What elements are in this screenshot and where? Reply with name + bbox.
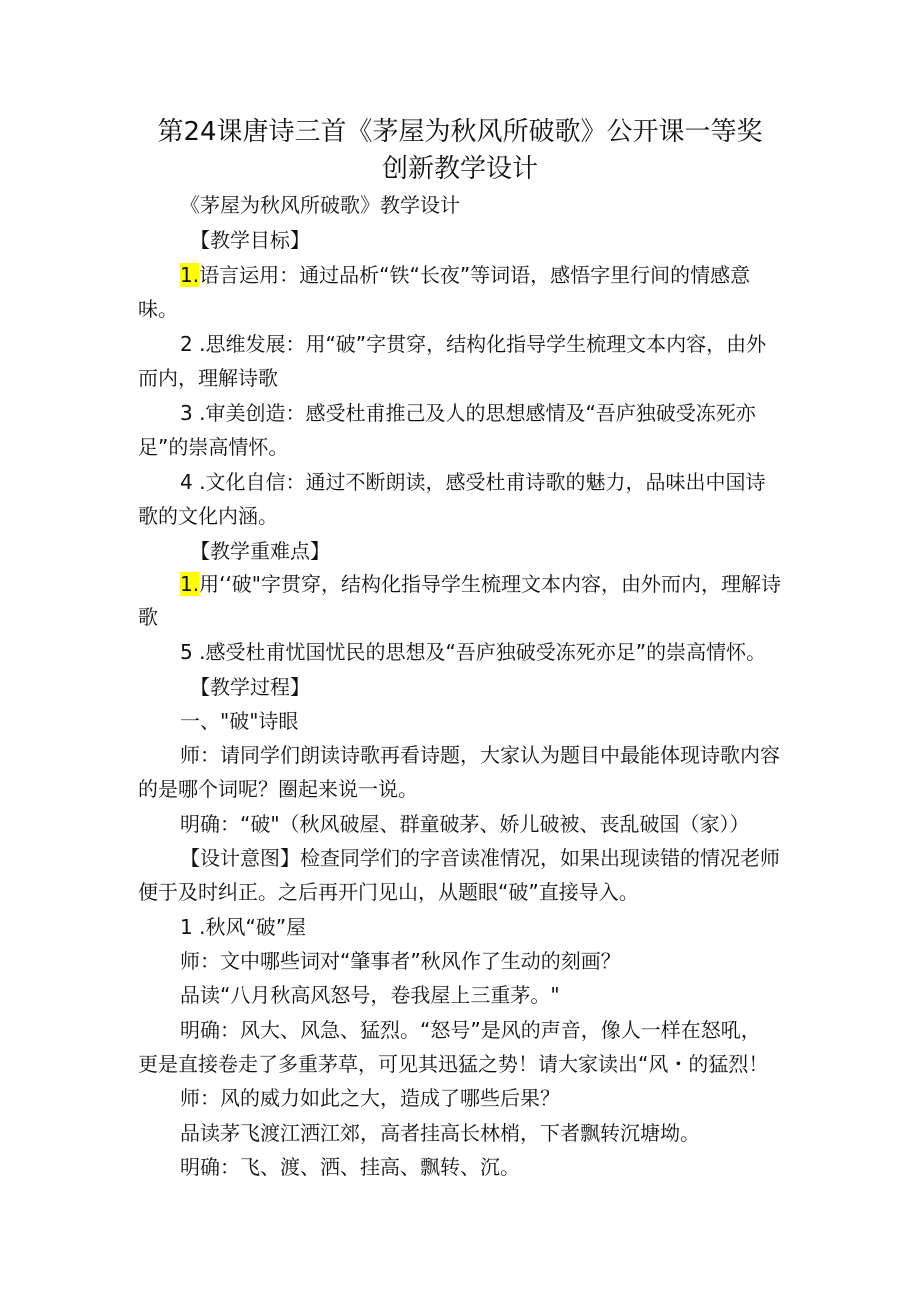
section-heading-process: 【教学过程】 (190, 675, 310, 699)
paragraph-line: 【设计意图】检查同学们的字音读准情况，如果出现读错的情况老师 (180, 846, 780, 870)
section-heading-objectives: 【教学目标】 (190, 228, 310, 252)
paragraph-line: 师：请同学们朗读诗歌再看诗题，大家认为题目中最能体现诗歌内容 (180, 743, 780, 767)
subtitle: 《茅屋为秋风所破歌》教学设计 (180, 193, 460, 217)
paragraph-line: 味。 (138, 297, 178, 321)
highlighted-number: 1. (180, 263, 200, 287)
paragraph-line: 4 .文化自信：通过不断朗读，感受杜甫诗歌的魅力，品味出中国诗 (180, 470, 766, 494)
highlighted-number: 1. (180, 572, 200, 596)
paragraph-line (180, 261, 750, 289)
paragraph-line: 足”的崇高情怀。 (138, 435, 289, 459)
paragraph-line: 师：文中哪些词对“肇事者”秋风作了生动的刻画？ (180, 949, 621, 973)
subsection-heading: 一、"破"诗眼 (180, 709, 299, 733)
paragraph-line: 的是哪个词呢？圈起来说一说。 (138, 777, 418, 801)
paragraph-line: 明确：飞、渡、洒、挂高、飘转、沉。 (180, 1155, 520, 1179)
paragraph-line: 明确：“破"（秋风破屋、群童破茅、娇儿破被、丧乱破国（家）） (180, 812, 750, 836)
section-heading-key-points: 【教学重难点】 (190, 539, 330, 563)
document-title-line-1: 第24课唐诗三首《茅屋为秋风所破歌》公开课一等奖 (157, 117, 763, 147)
paragraph-line: 5 .感受杜甫忧国忧民的思想及“吾庐独破受冻死亦足”的崇高情怀。 (180, 640, 767, 664)
paragraph-line: 而内，理解诗歌 (138, 366, 278, 390)
paragraph-text: 语言运用：通过品析“铁“长夜”等词语，感悟字里行间的情感意 (199, 263, 751, 287)
paragraph-line: 师：风的威力如此之大，造成了哪些后果？ (180, 1086, 560, 1110)
paragraph-line (180, 570, 781, 598)
paragraph-line: 3 .审美创造：感受杜甫推己及人的思想感情及“吾庐独破受冻死亦 (180, 401, 756, 425)
paragraph-line: 品读茅飞渡江洒江郊，高者挂高长林梢，下者飘转沉塘坳。 (180, 1121, 700, 1145)
paragraph-line: 更是直接卷走了多重茅草，可见其迅猛之势！请大家读出“风・的猛烈！ (138, 1052, 769, 1076)
paragraph-line: 歌的文化内涵。 (138, 504, 278, 528)
paragraph-line: 歌 (138, 605, 158, 629)
paragraph-line: 品读“八月秋高风怒号，卷我屋上三重茅。" (180, 983, 560, 1007)
paragraph-text: 用‘‘破"字贯穿，结构化指导学生梳理文本内容，由外而内，理解诗 (199, 572, 782, 596)
paragraph-line: 明确：风大、风急、猛烈。“怒号”是风的声音，像人一样在怒吼， (180, 1018, 761, 1042)
document-title-line-2: 创新教学设计 (381, 154, 538, 184)
paragraph-line: 2 .思维发展：用“破”字贯穿，结构化指导学生梳理文本内容，由外 (180, 332, 767, 356)
paragraph-line: 便于及时纠正。之后再开门见山，从题眼“破”直接导入。 (138, 880, 639, 904)
subsection-heading: 1 .秋风“破”屋 (180, 915, 307, 939)
